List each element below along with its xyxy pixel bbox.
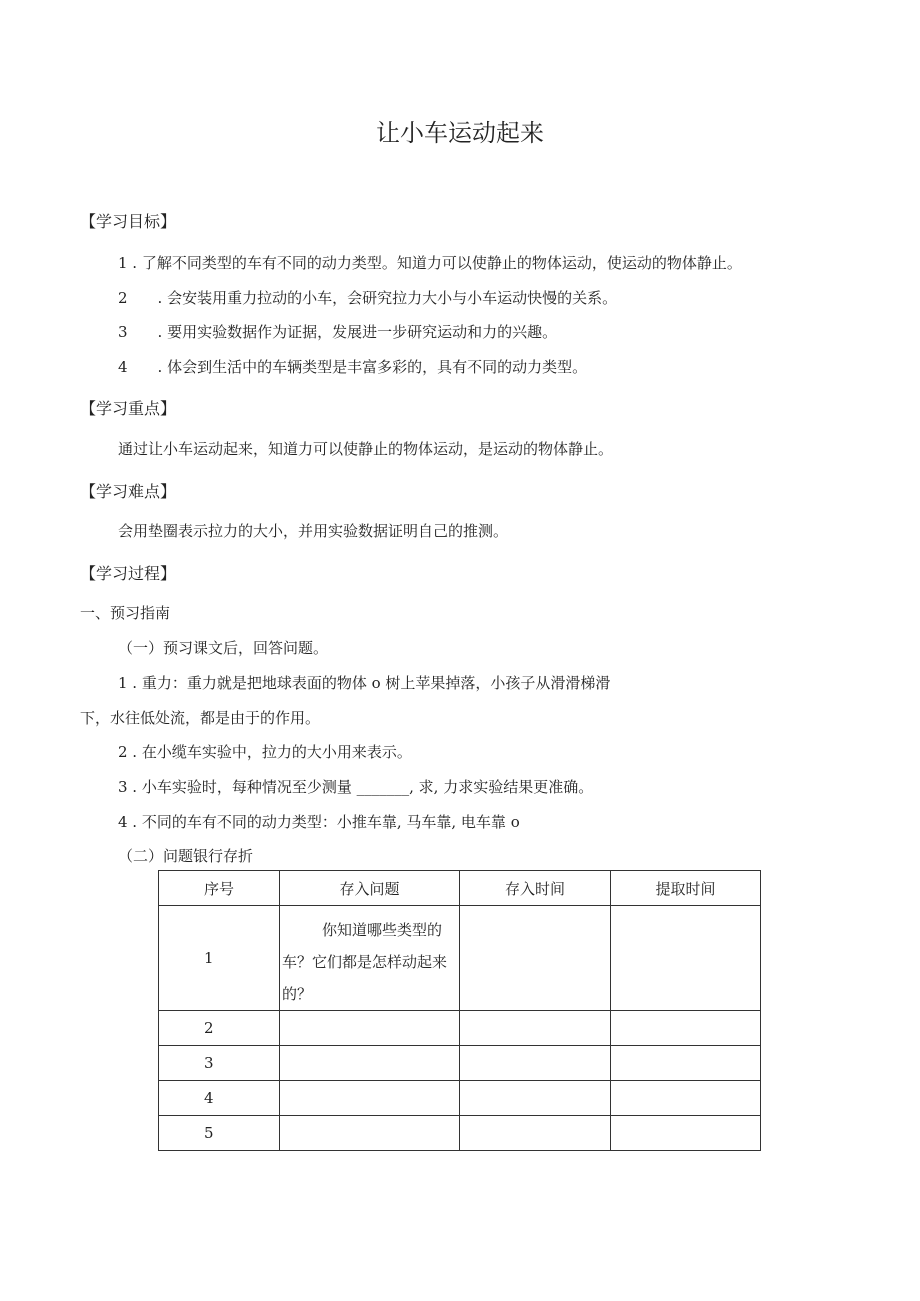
row-number: 4 <box>159 1081 280 1116</box>
row-deposit-time <box>460 1081 611 1116</box>
row-question <box>280 1116 460 1151</box>
objectives-heading: 【学习目标】 <box>80 212 177 231</box>
question-4: 4 . 不同的车有不同的动力类型：小推车靠, 马车靠, 电车靠 o <box>118 813 520 831</box>
row-deposit-time <box>460 1046 611 1081</box>
row-question <box>280 1081 460 1116</box>
row-withdraw-time <box>611 906 761 1011</box>
objective-item-2: 2 . 会安装用重力拉动的小车，会研究拉力大小与小车运动快慢的关系。 <box>118 289 618 307</box>
table-row <box>159 1081 761 1116</box>
row-question-first-line: 你知道哪些类型的 <box>322 921 443 939</box>
objective-item-3: 3 . 要用实验数据作为证据，发展进一步研究运动和力的兴趣。 <box>118 323 558 341</box>
row-question <box>280 906 459 1010</box>
row-question <box>280 1046 460 1081</box>
row-number: 3 <box>159 1046 280 1081</box>
header-question: 存入问题 <box>280 871 460 906</box>
question-bank-title: （二）问题银行存折 <box>118 847 254 865</box>
difficulty-text: 会用垫圈表示拉力的大小，并用实验数据证明自己的推测。 <box>118 522 509 540</box>
question-2: 2 . 在小缆车实验中，拉力的大小用来表示。 <box>118 743 412 761</box>
preview-sub1-title: （一）预习课文后，回答问题。 <box>118 639 329 657</box>
row-question <box>280 1011 460 1046</box>
question-bank-table <box>158 870 761 1151</box>
row-deposit-time <box>460 906 611 1011</box>
row-question-cell <box>280 906 460 1011</box>
question-1-line-1: 1 . 重力：重力就是把地球表面的物体 o 树上苹果掉落，小孩子从滑滑梯滑 <box>118 674 611 692</box>
question-3: 3 . 小车实验时，每种情况至少测量 _______, 求, 力求实验结果更准确。 <box>118 778 594 796</box>
row-withdraw-time <box>611 1116 761 1151</box>
row-deposit-time <box>460 1011 611 1046</box>
table-row <box>159 906 761 1011</box>
row-withdraw-time <box>611 1046 761 1081</box>
row-deposit-time <box>460 1116 611 1151</box>
row-number: 5 <box>159 1116 280 1151</box>
table-row <box>159 1011 761 1046</box>
table-header-row <box>159 871 761 906</box>
objective-item-4: 4 . 体会到生活中的车辆类型是丰富多彩的，具有不同的动力类型。 <box>118 358 588 376</box>
header-deposit-time: 存入时间 <box>460 871 611 906</box>
objective-item-1: 1 . 了解不同类型的车有不同的动力类型。知道力可以使静止的物体运动，使运动的物体静止。 <box>118 254 742 272</box>
header-withdraw-time: 提取时间 <box>611 871 761 906</box>
table-row <box>159 1116 761 1151</box>
table-row <box>159 1046 761 1081</box>
focus-text: 通过让小车运动起来，知道力可以使静止的物体运动，是运动的物体静止。 <box>118 440 614 458</box>
question-1-line-2: 下，水往低处流，都是由于的作用。 <box>80 709 321 727</box>
row-withdraw-time <box>611 1081 761 1116</box>
header-number: 序号 <box>159 871 280 906</box>
document-title: 让小车运动起来 <box>376 119 544 147</box>
focus-heading: 【学习重点】 <box>80 399 177 418</box>
process-heading: 【学习过程】 <box>80 564 177 583</box>
row-withdraw-time <box>611 1011 761 1046</box>
row-number: 2 <box>159 1011 280 1046</box>
difficulty-heading: 【学习难点】 <box>80 482 177 501</box>
row-question-continued: 车？它们都是怎样动起来的？ <box>282 953 448 1003</box>
preview-guide-title: 一、预习指南 <box>80 604 171 622</box>
row-number: 1 <box>159 906 280 1011</box>
